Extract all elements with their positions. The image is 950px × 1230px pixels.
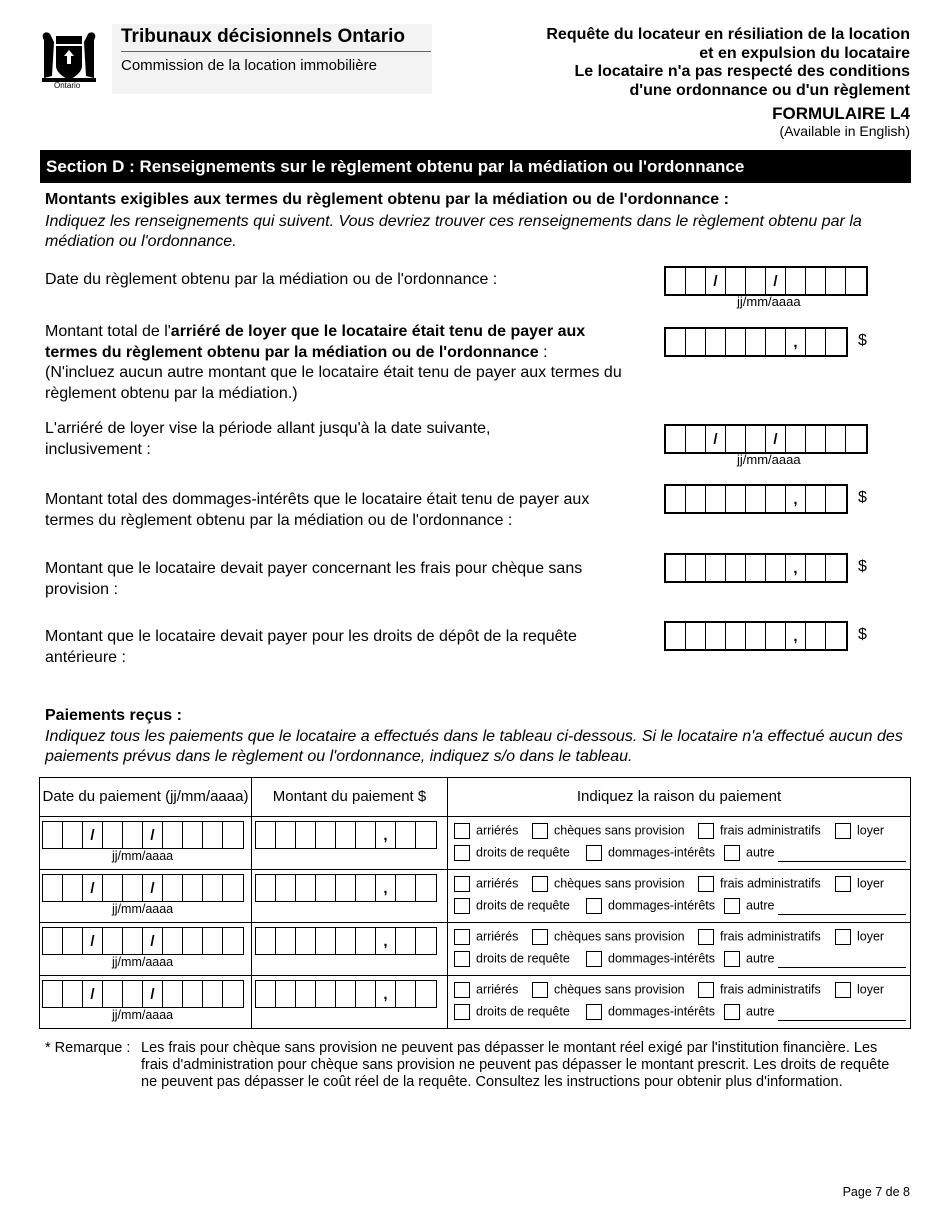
- section-title-bar: Section D : Renseignements sur le règlement obtenu par la médiation ou l'ordonnance: [40, 150, 911, 183]
- col-header-amount: Montant du paiement $: [252, 778, 448, 817]
- date-format-caption: jj/mm/aaaa: [112, 849, 174, 863]
- reason-other-checkbox[interactable]: autre: [724, 845, 775, 861]
- form-title-line: d'une ordonnance ou d'un règlement: [629, 81, 910, 99]
- remark-note: [45, 1040, 915, 1091]
- reason-admin-fee-checkbox[interactable]: frais administratifs: [698, 876, 821, 892]
- date-format-caption: jj/mm/aaaa: [737, 452, 801, 467]
- payments-heading: Paiements reçus :: [45, 707, 182, 724]
- period-date-input[interactable]: / /: [664, 424, 868, 454]
- reason-nsf-checkbox[interactable]: chèques sans provision: [532, 929, 685, 945]
- date-format-caption: jj/mm/aaaa: [112, 902, 174, 916]
- org-name: Tribunaux décisionnels Ontario: [121, 26, 405, 47]
- payment-amount-input[interactable]: ,: [255, 980, 437, 1008]
- other-reason-field[interactable]: [778, 953, 906, 968]
- payment-date-input[interactable]: / /: [42, 927, 244, 955]
- arrears-label-end: :: [538, 343, 548, 361]
- reason-damages-checkbox[interactable]: dommages-intérêts: [586, 1004, 715, 1020]
- other-reason-field[interactable]: [778, 1006, 906, 1021]
- reason-filing-fee-checkbox[interactable]: droits de requête: [454, 898, 570, 914]
- reason-admin-fee-checkbox[interactable]: frais administratifs: [698, 823, 821, 839]
- reason-arrears-checkbox[interactable]: arriérés: [454, 876, 518, 892]
- reason-nsf-checkbox[interactable]: chèques sans provision: [532, 876, 685, 892]
- reason-filing-fee-checkbox[interactable]: droits de requête: [454, 845, 570, 861]
- payment-amount-input[interactable]: ,: [255, 927, 437, 955]
- payment-amount-input[interactable]: ,: [255, 821, 437, 849]
- table-row: [40, 817, 911, 870]
- date-format-caption: jj/mm/aaaa: [112, 955, 174, 969]
- filing-fee-amount-input[interactable]: ,: [664, 621, 848, 651]
- payments-instruction: Indiquez tous les paiements que le locataire a effectués dans le tableau ci-dessous. Si le locataire n'a effectué aucun des paiements prévus dans le règlement ou l'ordonnance, indiquez s/o dans le tableau.: [45, 728, 903, 765]
- payment-date-input[interactable]: / /: [42, 821, 244, 849]
- remark-label: * Remarque :: [45, 1040, 131, 1056]
- arrears-label-bold: arriéré de loyer que le locataire était tenu de payer aux termes du règlement obtenu par la médiation ou de l'ordonnance: [45, 323, 586, 361]
- other-reason-field[interactable]: [778, 847, 906, 862]
- arrears-amount-input[interactable]: ,: [664, 327, 848, 357]
- payment-date-input[interactable]: / /: [42, 980, 244, 1008]
- remark-text: Les frais pour chèque sans provision ne peuvent pas dépasser le montant réel exigé par l'institution financière. Les frais d'administration pour chèque sans provision ne peuvent pas dépasser le montant prescrit. Les droits de requête ne peuvent pas dépasser le coût réel de la requête. Consultez les instructions pour obtenir plus d'information.: [141, 1040, 890, 1090]
- col-header-date: Date du paiement (jj/mm/aaaa): [40, 778, 252, 817]
- reason-admin-fee-checkbox[interactable]: frais administratifs: [698, 982, 821, 998]
- reason-rent-checkbox[interactable]: loyer: [835, 823, 884, 839]
- reason-damages-checkbox[interactable]: dommages-intérêts: [586, 845, 715, 861]
- payments-table: [39, 777, 911, 1029]
- nsf-amount-input[interactable]: ,: [664, 553, 848, 583]
- nsf-label: Montant que le locataire devait payer concernant les frais pour chèque sans provision :: [45, 560, 583, 598]
- page-number: Page 7 de 8: [842, 1185, 910, 1199]
- reason-other-checkbox[interactable]: autre: [724, 898, 775, 914]
- reason-other-checkbox[interactable]: autre: [724, 951, 775, 967]
- reason-nsf-checkbox[interactable]: chèques sans provision: [532, 823, 685, 839]
- reason-nsf-checkbox[interactable]: chèques sans provision: [532, 982, 685, 998]
- reason-rent-checkbox[interactable]: loyer: [835, 982, 884, 998]
- col-header-reason: Indiquez la raison du paiement: [448, 778, 911, 817]
- org-subtitle: Commission de la location immobilière: [121, 57, 377, 74]
- amounts-instruction: Indiquez les renseignements qui suivent. Vous devriez trouver ces renseignements dans le règlement obtenu par la médiation ou l'ordonnance.: [45, 213, 862, 250]
- arrears-label-start: Montant total de l': [45, 323, 171, 340]
- reason-filing-fee-checkbox[interactable]: droits de requête: [454, 1004, 570, 1020]
- form-title: [546, 26, 910, 100]
- org-divider: [121, 51, 431, 52]
- arrears-note: (N'incluez aucun autre montant que le locataire était tenu de payer aux termes du règlement obtenu par la médiation.): [45, 364, 622, 402]
- reason-damages-checkbox[interactable]: dommages-intérêts: [586, 898, 715, 914]
- damages-amount-input[interactable]: ,: [664, 484, 848, 514]
- available-in-english: (Available in English): [779, 123, 910, 139]
- arrears-label: [45, 322, 635, 404]
- settlement-date-input[interactable]: / /: [664, 266, 868, 296]
- settlement-date-label: Date du règlement obtenu par la médiation ou de l'ordonnance :: [45, 271, 498, 288]
- reason-damages-checkbox[interactable]: dommages-intérêts: [586, 951, 715, 967]
- currency-sign: $: [858, 489, 867, 506]
- currency-sign: $: [858, 558, 867, 575]
- reason-arrears-checkbox[interactable]: arriérés: [454, 929, 518, 945]
- currency-sign: $: [858, 332, 867, 349]
- filing-fee-label: Montant que le locataire devait payer pour les droits de dépôt de la requête antérieure :: [45, 628, 577, 666]
- form-title-line: Requête du locateur en résiliation de la location: [546, 26, 910, 43]
- reason-other-checkbox[interactable]: autre: [724, 1004, 775, 1020]
- form-number: FORMULAIRE L4: [772, 104, 910, 123]
- table-row: [40, 870, 911, 923]
- payment-amount-input[interactable]: ,: [255, 874, 437, 902]
- form-title-line: et en expulsion du locataire: [699, 44, 910, 62]
- reason-arrears-checkbox[interactable]: arriérés: [454, 823, 518, 839]
- logo-caption: Ontario: [54, 81, 81, 90]
- table-row: [40, 976, 911, 1029]
- date-format-caption: jj/mm/aaaa: [737, 294, 801, 309]
- damages-label: Montant total des dommages-intérêts que le locataire était tenu de payer aux termes du règlement obtenu par la médiation ou de l'ordonnance :: [45, 491, 590, 529]
- reason-admin-fee-checkbox[interactable]: frais administratifs: [698, 929, 821, 945]
- amounts-heading: Montants exigibles aux termes du règlement obtenu par la médiation ou de l'ordonnance :: [45, 191, 729, 208]
- reason-arrears-checkbox[interactable]: arriérés: [454, 982, 518, 998]
- payment-date-input[interactable]: / /: [42, 874, 244, 902]
- period-label: L'arriéré de loyer vise la période allant jusqu'à la date suivante, inclusivement :: [45, 420, 491, 458]
- table-row: [40, 923, 911, 976]
- currency-sign: $: [858, 626, 867, 643]
- reason-rent-checkbox[interactable]: loyer: [835, 876, 884, 892]
- form-title-line: Le locataire n'a pas respecté des conditions: [574, 63, 910, 80]
- reason-rent-checkbox[interactable]: loyer: [835, 929, 884, 945]
- date-format-caption: jj/mm/aaaa: [112, 1008, 174, 1022]
- other-reason-field[interactable]: [778, 900, 906, 915]
- reason-filing-fee-checkbox[interactable]: droits de requête: [454, 951, 570, 967]
